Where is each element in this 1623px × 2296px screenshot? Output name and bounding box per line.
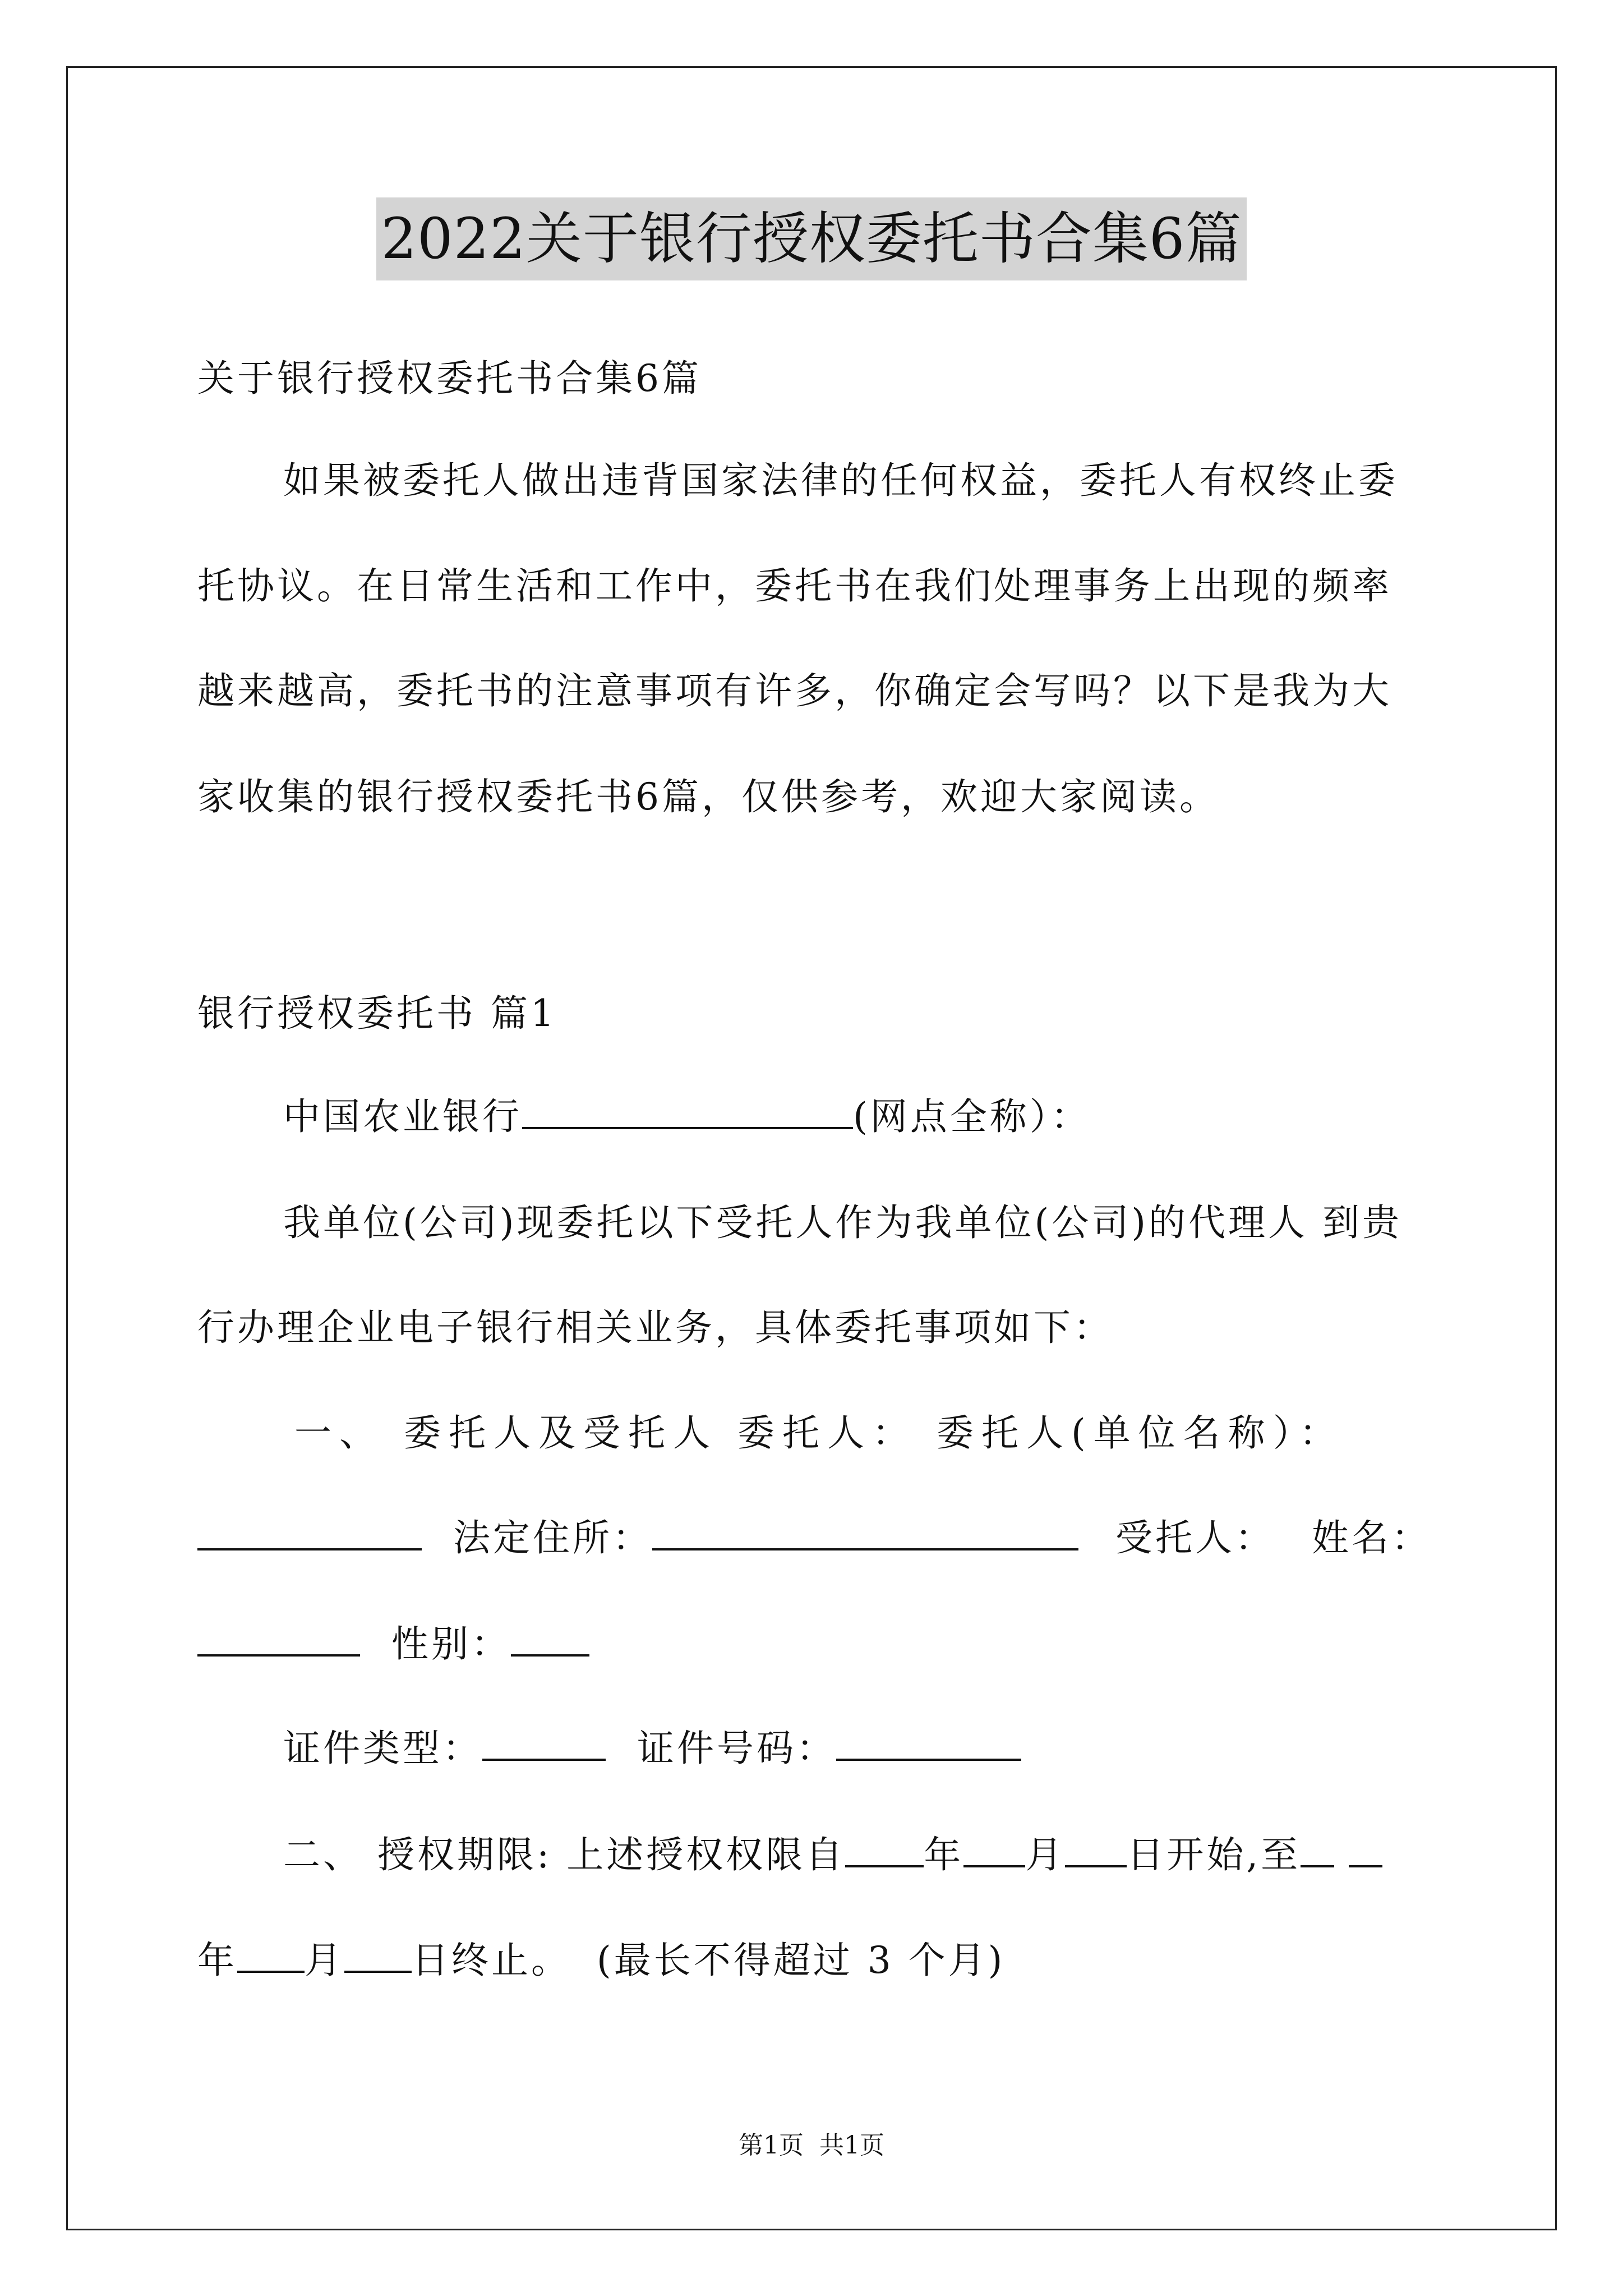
start-month-blank xyxy=(963,1833,1025,1867)
clause1-line2 xyxy=(197,1513,1431,1563)
end-year-label: 年 xyxy=(197,1939,237,1982)
intro-line-4: 家收集的银行授权委托书6篇，仅供参考，欢迎大家阅读。 xyxy=(197,775,1219,818)
title-container xyxy=(0,197,1623,280)
clause2-note: (最长不得超过 3 个月) xyxy=(596,1939,1006,1982)
end-month-blank xyxy=(237,1938,305,1973)
intro-line-1: 如果被委托人做出违背国家法律的任何权益，委托人有权终止委 xyxy=(283,459,1398,502)
bank-line xyxy=(283,1092,1091,1142)
legal-address-label: 法定住所： xyxy=(453,1516,652,1559)
clause1-line3 xyxy=(197,1619,589,1669)
end-year-blank-b xyxy=(1349,1833,1382,1867)
clause2-line2 xyxy=(197,1935,1005,1986)
name-blank xyxy=(197,1622,360,1657)
total-pages: 共1页 xyxy=(819,2131,884,2160)
section-heading: 银行授权委托书 篇1 xyxy=(197,992,557,1035)
end-day-blank xyxy=(344,1938,412,1973)
body-line-1: 我单位(公司)现委托以下受托人作为我单位(公司)的代理人 到贵 xyxy=(283,1201,1402,1244)
gender-label: 性别： xyxy=(391,1622,511,1665)
principal-name-blank xyxy=(197,1516,422,1550)
id-type-label: 证件类型： xyxy=(283,1727,482,1770)
id-type-blank xyxy=(482,1726,606,1761)
gender-blank xyxy=(511,1622,589,1657)
end-month-label: 月 xyxy=(305,1939,344,1982)
id-number-blank xyxy=(836,1726,1021,1761)
clause2-line1 xyxy=(283,1830,1382,1880)
trustee-label: 受托人： xyxy=(1115,1516,1275,1559)
bank-line-suffix: (网点全称）： xyxy=(853,1095,1091,1138)
name-label: 姓名： xyxy=(1311,1516,1431,1559)
start-day-label: 日开始,至 xyxy=(1127,1833,1301,1876)
start-year-blank xyxy=(845,1833,924,1867)
body-line-2: 行办理企业电子银行相关业务，具体委托事项如下： xyxy=(197,1306,1113,1349)
legal-address-blank xyxy=(652,1516,1078,1550)
page-number: 第1页 xyxy=(739,2131,804,2160)
intro-line-3: 越来越高，委托书的注意事项有许多，你确定会写吗？以下是我为大 xyxy=(197,669,1392,712)
branch-name-blank xyxy=(522,1094,853,1129)
start-month-label: 月 xyxy=(1025,1833,1066,1876)
end-day-label: 日终止。 xyxy=(412,1939,571,1982)
id-number-label: 证件号码： xyxy=(637,1727,836,1770)
intro-line-2: 托协议。在日常生活和工作中，委托书在我们处理事务上出现的频率 xyxy=(197,564,1392,608)
start-day-blank xyxy=(1065,1833,1127,1867)
end-year-blank-a xyxy=(1301,1833,1334,1867)
bank-line-prefix: 中国农业银行 xyxy=(283,1095,522,1138)
start-year-label: 年 xyxy=(924,1833,964,1876)
clause1-line1: 一、 委托人及受托人 委托人： 委托人(单位名称）： xyxy=(294,1411,1344,1455)
id-line xyxy=(283,1723,1021,1774)
page-footer xyxy=(0,2129,1623,2162)
document-title: 2022关于银行授权委托书合集6篇 xyxy=(376,197,1246,280)
document-subtitle: 关于银行授权委托书合集6篇 xyxy=(197,357,702,400)
clause2-prefix: 二、 授权期限: 上述授权权限自 xyxy=(283,1833,846,1876)
